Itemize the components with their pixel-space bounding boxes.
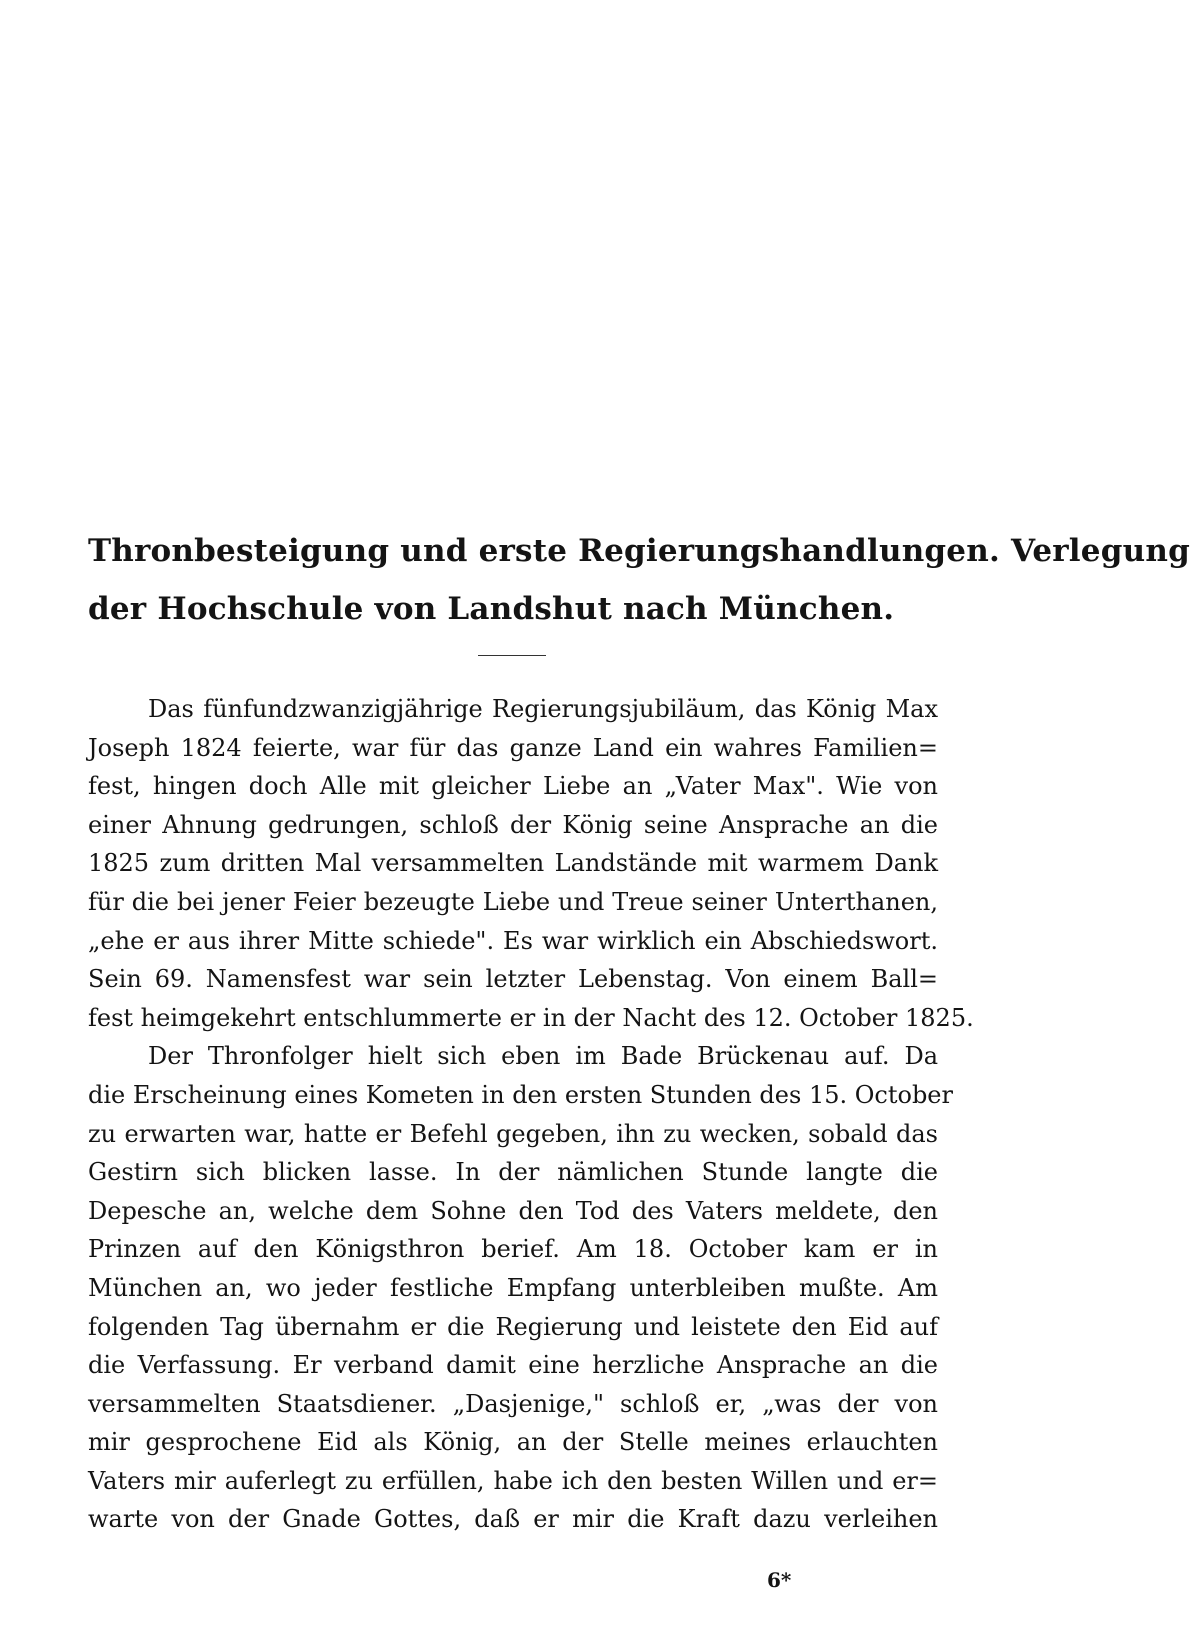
text-line: mir gesprochene Eid als König, an der Stelle meines erlauchten [88,1428,938,1457]
text-line: München an, wo jeder festliche Empfang unterbleiben mußte. Am [88,1273,938,1302]
text-line: zu erwarten war, hatte er Befehl gegeben, ihn zu wecken, sobald das [88,1119,938,1148]
text-line: Das fünfundzwanzigjährige Regierungsjubiläum, das König Max [148,695,938,723]
text-line: Prinzen auf den Königsthron berief. Am 18. October kam er in [88,1235,938,1264]
text-line: folgenden Tag übernahm er die Regierung und leistete den Eid auf [88,1312,938,1341]
body-text [88,690,974,1539]
text-line: für die bei jener Feier bezeugte Liebe und Treue seiner Unterthanen, [88,887,938,916]
text-line: „ehe er aus ihrer Mitte schiede". Es war wirklich ein Abschiedswort. [88,926,938,955]
text-line: Sein 69. Namensfest war sein letzter Lebenstag. Von einem Ball= [88,965,938,994]
text-line: die Verfassung. Er verband damit eine herzliche Ansprache an die [88,1351,938,1380]
text-line: fest, hingen doch Alle mit gleicher Liebe an „Vater Max". Wie von [88,772,938,801]
text-line: 1825 zum dritten Mal versammelten Landstände mit warmem Dank [88,849,938,878]
chapter-heading-line-1: Thronbesteigung und erste Regierungshandlungen. Verlegung [88,533,1190,569]
text-line: die Erscheinung eines Kometen in den ersten Stunden des 15. October [88,1080,953,1109]
text-line: Depesche an, welche dem Sohne den Tod des Vaters meldete, den [88,1196,938,1225]
text-line: warte von der Gnade Gottes, daß er mir die Kraft dazu verleihen [88,1505,938,1534]
text-line: Vaters mir auferlegt zu erfüllen, habe ich den besten Willen und er= [88,1466,938,1495]
text-line: versammelten Staatsdiener. „Dasjenige," schloß er, „was der von [88,1389,938,1418]
signature-mark: 6* [767,1568,792,1592]
text-line: Joseph 1824 feierte, war für das ganze Land ein wahres Familien= [88,733,938,762]
text-line: Der Thronfolger hielt sich eben im Bade Brückenau auf. Da [148,1042,938,1071]
text-line: einer Ahnung gedrungen, schloß der König seine Ansprache an die [88,810,938,839]
chapter-heading-line-2: der Hochschule von Landshut nach München. [88,591,895,627]
heading-divider [478,655,546,656]
text-line: fest heimgekehrt entschlummerte er in der Nacht des 12. October 1825. [88,1003,974,1032]
text-line: Gestirn sich blicken lasse. In der nämlichen Stunde langte die [88,1158,938,1187]
